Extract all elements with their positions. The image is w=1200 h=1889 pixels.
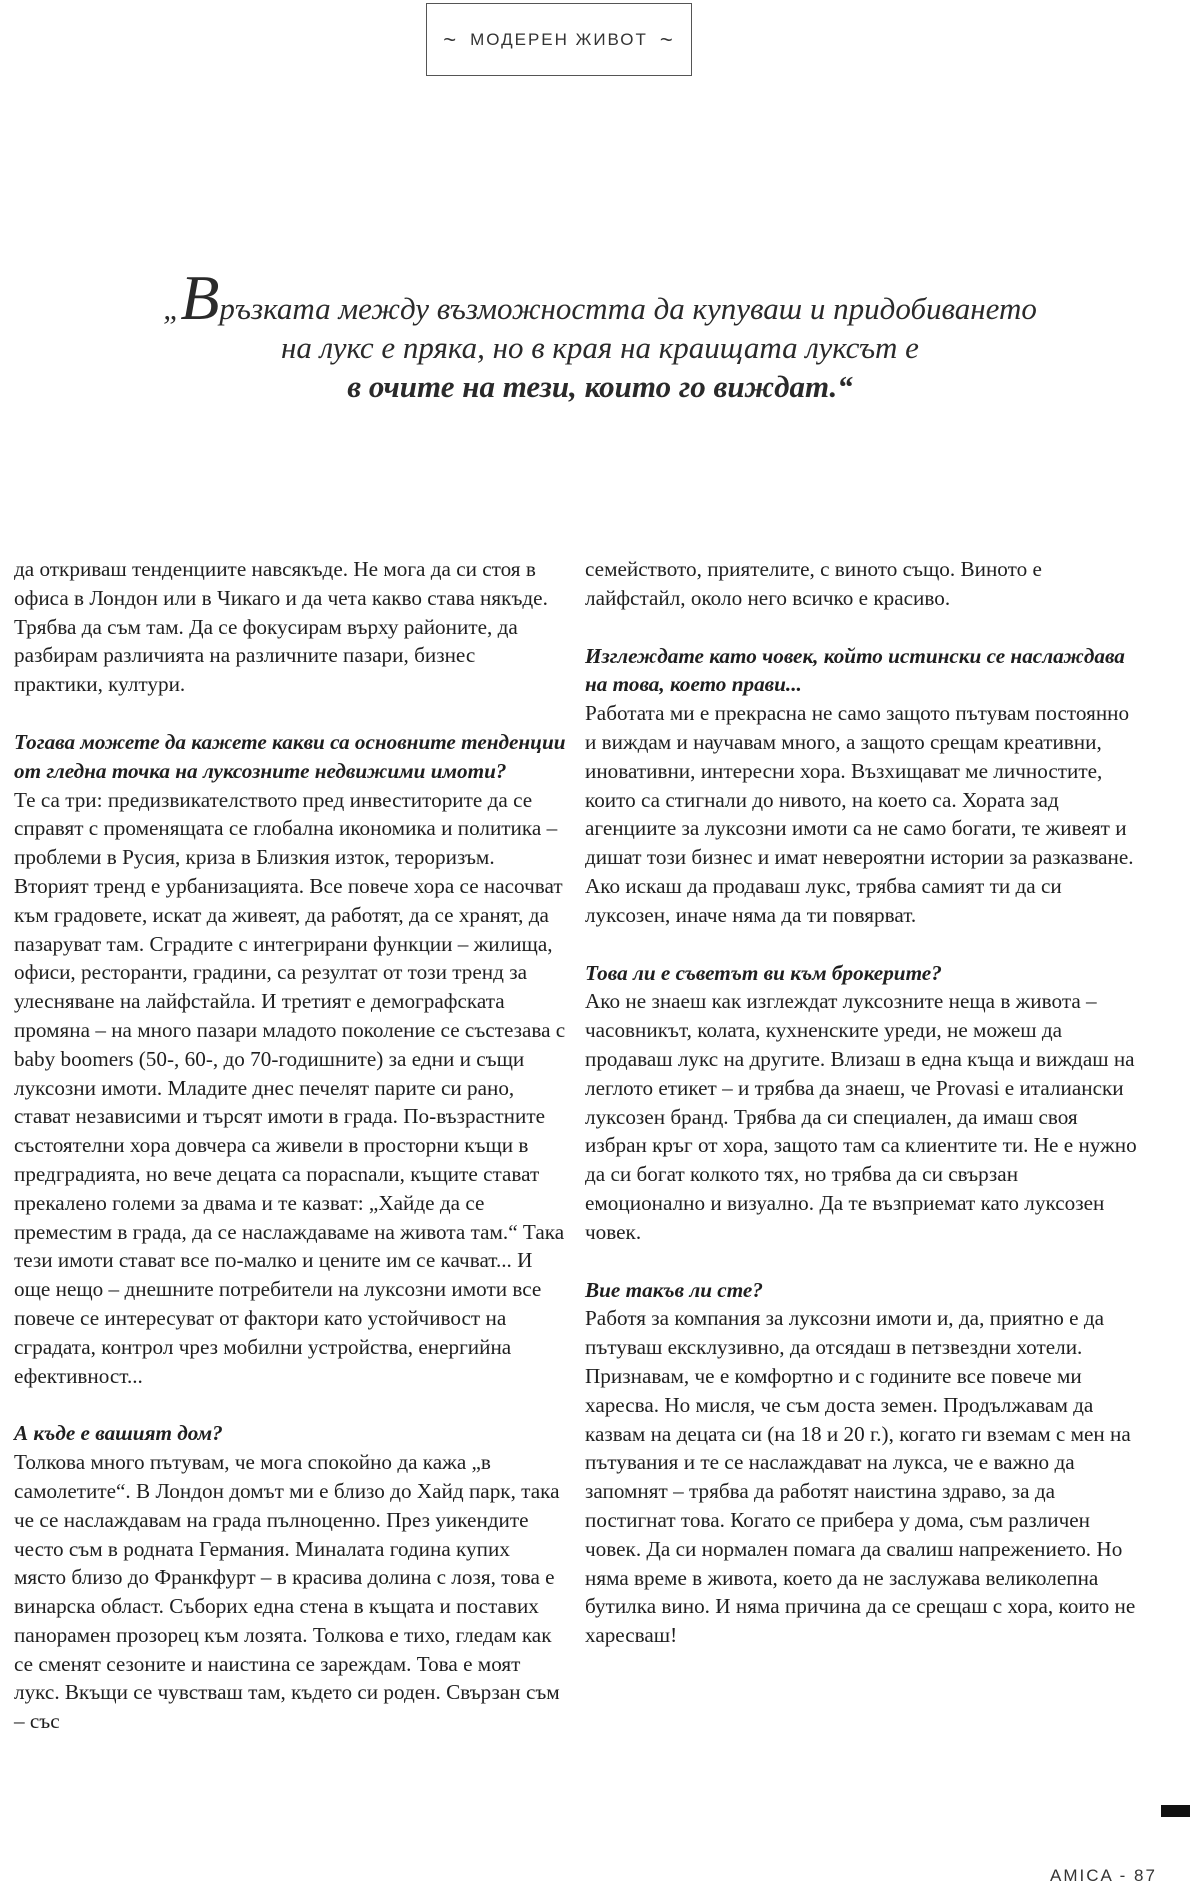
- paragraph: Толкова много пътувам, че мога спокойно да кажа „в самолетите“. В Лондон домът ми е близо до Хайд парк, така че се наслаждавам на града пълноценно. През уикендите често съм в родната Германия. Миналата година купих място близо до Франкфурт – в красива долина с лозя, това е винарска област. Съборих една стена в къщата и поставих панорамен прозорец към лозята. Толкова е тихо, гледам как се сменят сезоните и наистина се зареждам. Това е моят лукс. Вкъщи се чувстваш там, където си роден. Свързан съм – със: [14, 1450, 560, 1734]
- pull-quote: [60, 262, 1140, 406]
- pull-quote-line-3: в очите на тези, които го виждат.“: [347, 369, 853, 404]
- page-footer: AMICA - 87: [1050, 1866, 1157, 1885]
- interview-question: Тогава можете да кажете какви са основните тенденции от гледна точка на луксозните недвижими имоти?: [14, 729, 566, 783]
- section-header: [426, 3, 692, 76]
- pull-quote-line-2: на лукс е пряка, но в края на краищата луксът е: [281, 330, 919, 365]
- section-title: МОДЕРЕН ЖИВОТ: [470, 29, 648, 49]
- paragraph-gap: [585, 1247, 1137, 1276]
- paragraph: семейството, приятелите, с виното също. Виното е лайфстайл, около него всичко е красиво.: [585, 557, 1042, 610]
- pull-quote-line-1: „Връзката между възможността да купуваш и придобиването: [163, 262, 1037, 333]
- paragraph: да откриваш тенденциите навсякъде. Не мога да си стоя в офиса в Лондон или в Чикаго и да чета какво става някъде. Трябва да съм там. Да се фокусирам върху районите, да разбирам различията на различните пазари, бизнес практики, култури.: [14, 557, 548, 697]
- interview-question: Изглеждате като човек, който истински се наслаждава на това, което прави...: [585, 643, 1125, 697]
- paragraph: Работя за компания за луксозни имоти и, да, приятно е да пътуваш ексклузивно, да отсядаш в петзвездни хотели. Признавам, че е комфортно и с годините все повече ми харесва. Но мисля, че съм доста земен. Продължавам да казвам на децата си (на 18 и 20 г.), когато ги вземам с мен на пътувания и те се наслаждават на лукса, че е важно да запомнят – трябва да работят наистина здраво, за да постигнат това. Когато се прибера у дома, съм различен човек. Да си нормален помага да свалиш напрежението. Но няма време в живота, което да не заслужава великолепна бутилка вино. И няма причина да се срещаш с хора, които не харесваш!: [585, 1306, 1136, 1648]
- interview-question: Вие такъв ли сте?: [585, 1277, 763, 1302]
- end-marker: [1161, 1805, 1190, 1817]
- paragraph: Ако не знаеш как изглеждат луксозните неща в живота – часовникът, колата, кухненските уреди, не можеш да продаваш лукс на другите. Влизаш в една къща и виждаш на леглото етикет – и трябва да знаеш, че Provasi е италиански луксозен бранд. Трябва да си специален, да имаш своя избран кръг от хора, защото там са клиентите ти. Не е нужно да си богат колкото тях, но трябва да си свързан емоционално и визуално. Да те възприемат като луксозен човек.: [585, 989, 1137, 1244]
- paragraph-gap: [14, 1390, 566, 1419]
- article-column-right: [585, 555, 1137, 1650]
- tilde-ornament-left: ~: [443, 26, 459, 52]
- paragraph-gap: [585, 613, 1137, 642]
- interview-question: А къде е вашият дом?: [14, 1421, 223, 1446]
- tilde-ornament-right: ~: [659, 26, 675, 52]
- article-column-left: [14, 555, 566, 1736]
- paragraph: Те са три: предизвикателството пред инвеститорите да се справят с променящата се глобална икономика и политика – проблеми в Русия, криза в Близкия изток, тероризъм. Вторият тренд е урбанизацията. Все повече хора се насочват към градовете, искат да живеят, да работят, да се хранят, да пазаруват там. Сградите с интегрирани функции – жилища, офиси, ресторанти, градини, са резултат от този тренд за улесняване на лайфстайла. И третият е демографската промяна – на много пазари младото поколение се състезава с baby boomers (50-, 60-, до 70-годишните) за едни и същи луксозни имоти. Младите днес печелят парите си рано, стават независими и търсят имоти в града. По-възрастните състоятелни хора довчера са живели в просторни къщи в предградията, но вече децата са порасnали, къщите стават прекалено големи за двама и те казват: „Хайде да се преместим в града, да се наслаждаваме на живота там.“ Така тези имоти стават все по-малко и цените им се качват... И още нещо – днешните потребители на луксозни имоти все повече се интересуват от фактори като устойчивост на сградата, контрол чрез мобилни устройства, енергийна ефективност...: [14, 787, 566, 1388]
- interview-question: Това ли е съветът ви към брокерите?: [585, 960, 942, 985]
- paragraph-gap: [585, 930, 1137, 959]
- paragraph-gap: [14, 699, 566, 728]
- paragraph: Работата ми е прекрасна не само защото пътувам постоянно и виждам и научавам много, а защото срещам креативни, иновативни, интересни хора. Възхищават ме личностите, които са стигнали до нивото, на което са. Хората зад агенциите за луксозни имоти са не само богати, те живеят и дишат този бизнес и имат невероятни истории за разказване. Ако искаш да продаваш лукс, трябва самият ти да си луксозен, иначе няма да ти повярват.: [585, 701, 1134, 927]
- drop-cap: В: [180, 262, 220, 333]
